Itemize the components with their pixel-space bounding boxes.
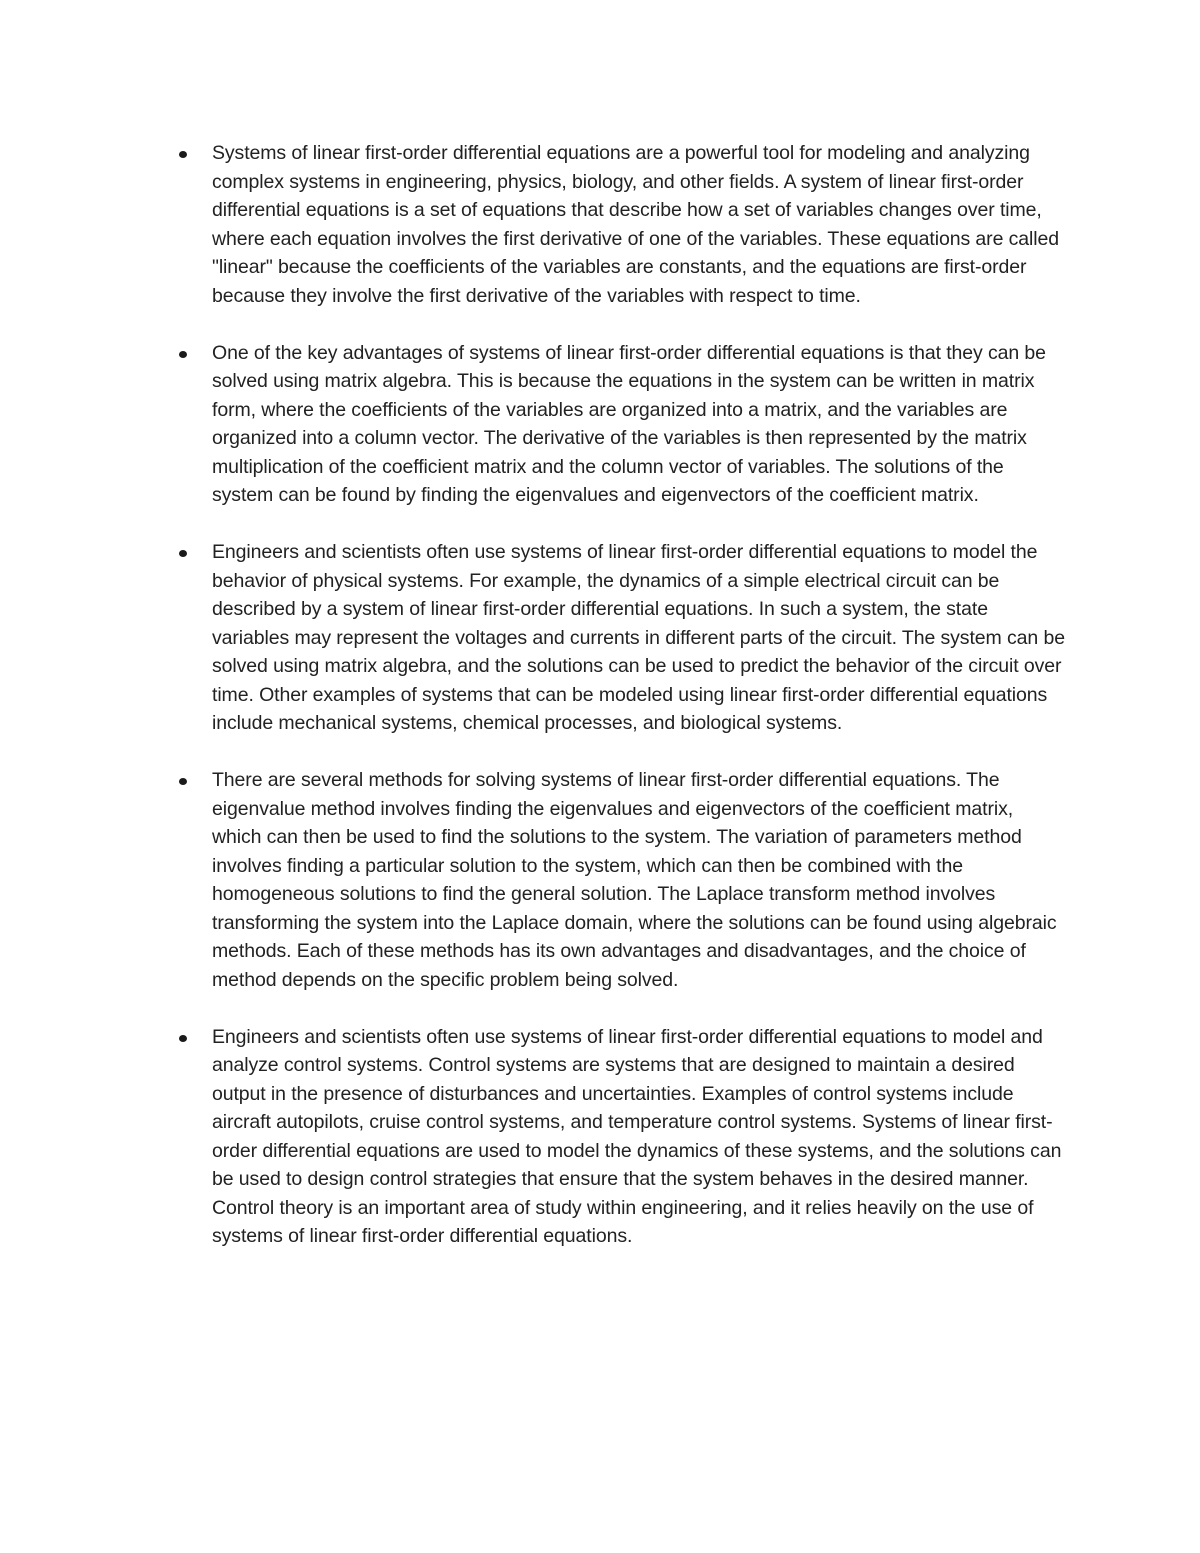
- bullet-item-solving-methods: [176, 766, 1066, 994]
- bullet-text: One of the key advantages of systems of linear first-order differential equations is that they can be solved using matrix algebra. This is because the equations in the system can be written in matrix form, where the coefficients of the variables are organized into a matrix, and the variables are organized into a column vector. The derivative of the variables is then represented by the matrix multiplication of the coefficient matrix and the column vector of variables. The solutions of the system can be found by finding the eigenvalues and eigenvectors of the coefficient matrix.: [212, 341, 1046, 506]
- bullet-text: Engineers and scientists often use systems of linear first-order differential equations to model and analyze control systems. Control systems are systems that are designed to maintain a desired output in the presence of disturbances and uncertainties. Examples of control systems include aircraft autopilots, cruise control systems, and temperature control systems. Systems of linear first-order differential equations are used to model the dynamics of these systems, and the solutions can be used to design control strategies that ensure that the system behaves in the desired manner. Control theory is an important area of study within engineering, and it relies heavily on the use of systems of linear first-order differential equations.: [212, 1025, 1062, 1247]
- bullet-item-physical-systems: [176, 538, 1066, 738]
- bullet-dot-icon: [179, 778, 187, 785]
- bullet-dot-icon: [179, 550, 187, 557]
- bullet-dot-icon: [179, 1035, 187, 1042]
- bullet-text: Engineers and scientists often use systems of linear first-order differential equations to model the behavior of physical systems. For example, the dynamics of a simple electrical circuit can be described by a system of linear first-order differential equations. In such a system, the state variables may represent the voltages and currents in different parts of the circuit. The system can be solved using matrix algebra, and the solutions can be used to predict the behavior of the circuit over time. Other examples of systems that can be modeled using linear first-order differential equations include mechanical systems, chemical processes, and biological systems.: [212, 541, 1065, 734]
- bullet-item-matrix-algebra: [176, 339, 1066, 510]
- bullet-dot-icon: [179, 151, 187, 158]
- bullet-dot-icon: [179, 351, 187, 358]
- bullet-item-control-systems: [176, 1023, 1066, 1251]
- bullet-text: There are several methods for solving systems of linear first-order differential equations. The eigenvalue method involves finding the eigenvalues and eigenvectors of the coefficient matrix, which can then be used to find the solutions to the system. The variation of parameters method involves finding a particular solution to the system, which can then be combined with the homogeneous solutions to find the general solution. The Laplace transform method involves transforming the system into the Laplace domain, where the solutions can be found using algebraic methods. Each of these methods has its own advantages and disadvantages, and the choice of method depends on the specific problem being solved.: [212, 769, 1057, 991]
- bullet-item-systems-overview: [176, 139, 1066, 310]
- bullet-text: Systems of linear first-order differential equations are a powerful tool for modeling and analyzing complex systems in engineering, physics, biology, and other fields. A system of linear first-order differential equations is a set of equations that describe how a set of variables changes over time, where each equation involves the first derivative of one of the variables. These equations are called "linear" because the coefficients of the variables are constants, and the equations are first-order because they involve the first derivative of the variables with respect to time.: [212, 142, 1059, 307]
- bullet-list: [176, 139, 1066, 1279]
